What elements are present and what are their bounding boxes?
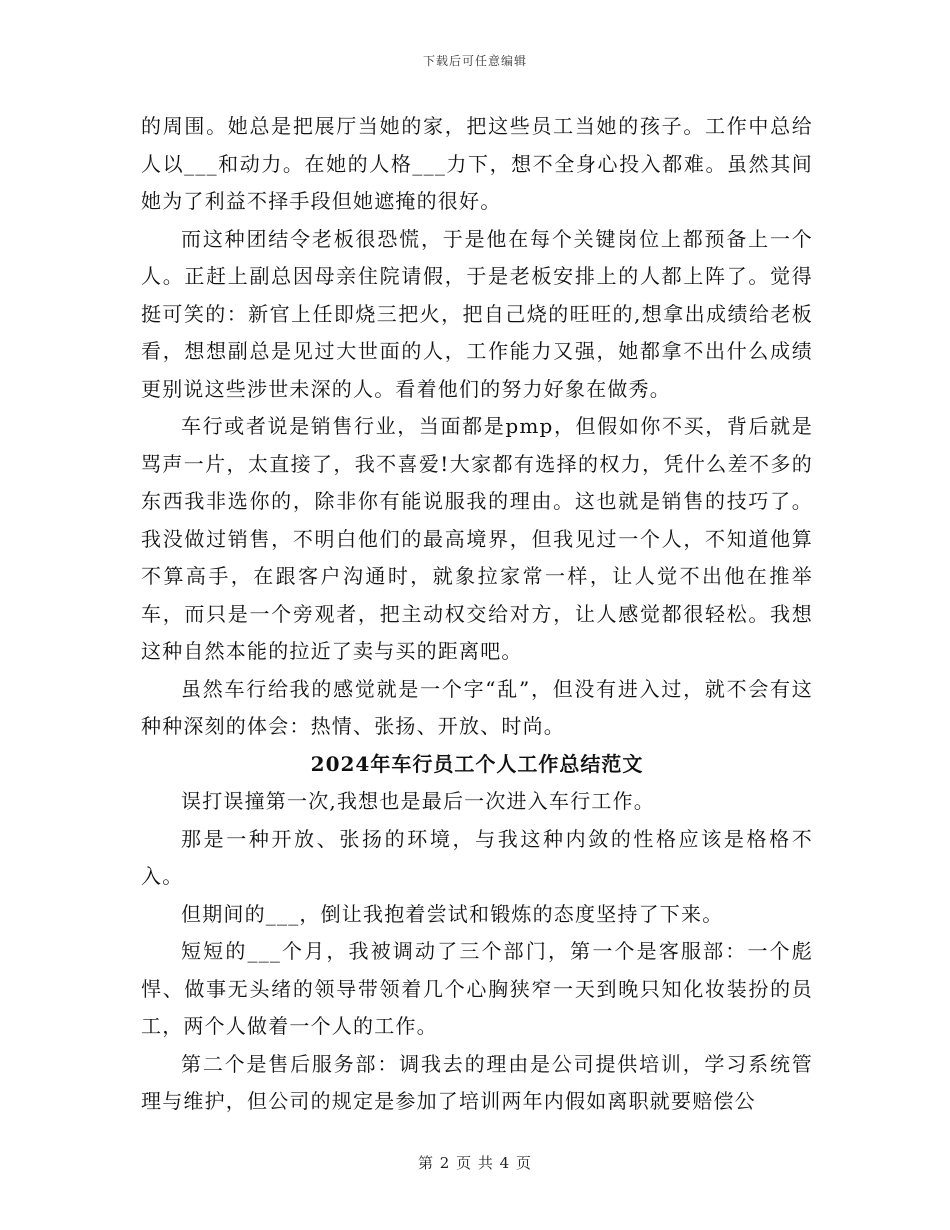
paragraph: 短短的___个月，我被调动了三个部门，第一个是客服部：一个彪悍、做事无头绪的领导带领着几个心胸狭窄一天到晚只知化妆装扮的员工，两个人做着一个人的工作。: [141, 939, 813, 1038]
paragraph: 第二个是售后服务部：调我去的理由是公司提供培训，学习系统管理与维护，但公司的规定是参加了培训两年内假如离职就要赔偿公: [141, 1051, 813, 1113]
paragraph: 但期间的___，倒让我抱着尝试和锻炼的态度坚持了下来。: [181, 901, 724, 926]
section-title: 2024年车行员工个人工作总结范文: [310, 751, 644, 776]
paragraph: 车行或者说是销售行业，当面都是pmp，但假如你不买，背后就是骂声一片，太直接了，我不喜爱!大家都有选择的权力，凭什么差不多的东西我非选你的，除非你有能说服我的理由。这也就是销售的技巧了。我没做过销售，不明白他们的最高境界，但我见过一个人，不知道他算不算高手，在跟客户沟通时，就象拉家常一样，让人觉不出他在推举车，而只是一个旁观者，把主动权交给对方，让人感觉都很轻松。我想这种自然本能的拉近了卖与买的距离吧。: [141, 414, 813, 663]
paragraph: 那是一种开放、张扬的环境，与我这种内敛的性格应该是格格不入。: [141, 826, 813, 888]
page-footer: 第 2 页 共 4 页: [418, 1154, 532, 1172]
paragraph: 的周围。她总是把展厅当她的家，把这些员工当她的孩子。工作中总给人以___和动力。在她的人格___力下，想不全身心投入都难。虽然其间她为了利益不择手段但她遮掩的很好。: [141, 114, 813, 213]
paragraph: 而这种团结令老板很恐慌，于是他在每个关键岗位上都预备上一个人。正赶上副总因母亲住院请假，于是老板安排上的人都上阵了。觉得挺可笑的：新官上任即烧三把火，把自己烧的旺旺的,想拿出成绩给老板看，想想副总是见过大世面的人，工作能力又强，她都拿不出什么成绩更别说这些涉世未深的人。看着他们的努力好象在做秀。: [141, 226, 813, 401]
paragraph: 误打误撞第一次,我想也是最后一次进入车行工作。: [181, 789, 655, 813]
document-body: [141, 108, 813, 1121]
page-header: 下载后可任意编辑: [422, 54, 527, 68]
paragraph: 虽然车行给我的感觉就是一个字“乱”，但没有进入过，就不会有这种种深刻的体会：热情、张扬、开放、时尚。: [141, 676, 813, 738]
